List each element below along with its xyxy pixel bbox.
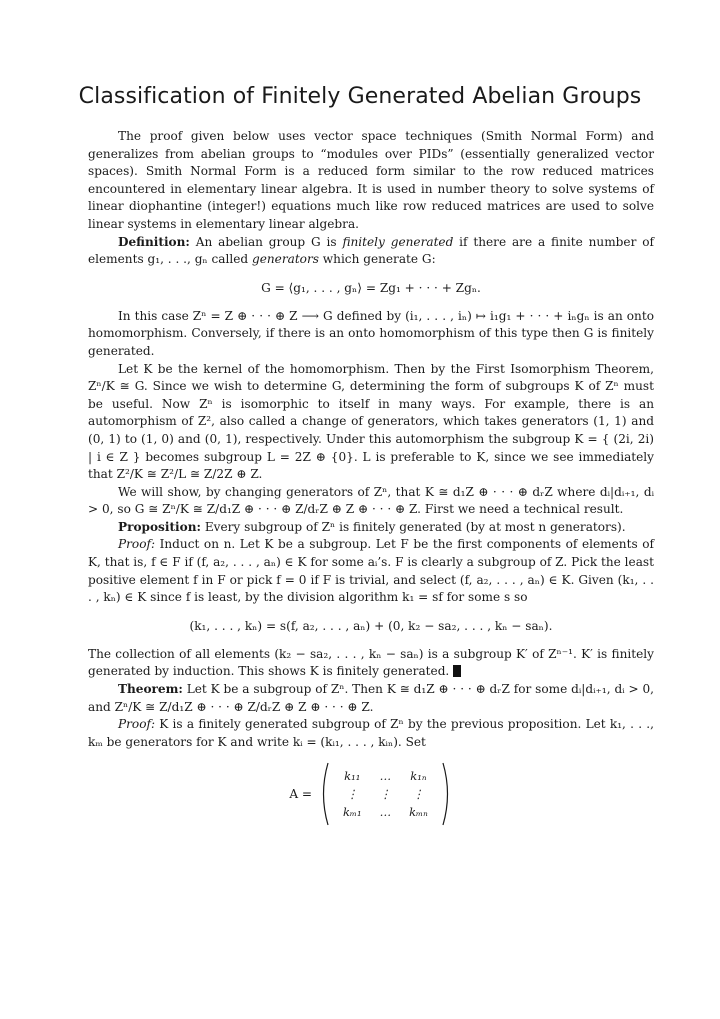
matrix-row xyxy=(334,803,437,821)
theorem-proof-label: Proof: xyxy=(118,717,156,732)
theorem-label: Theorem: xyxy=(118,682,183,697)
proposition-proof-text: Induct on n. Let K be a subgroup. Let F be the first components of elements of K, that is, f ∈ F if (f, a₂, . . . , aₙ) ∈ K for some aᵢ’s. F is clearly a subgroup of Z. Pick the least positive element f in F or pick f = 0 if F is trivial, and select (f, a₂, . . . , aₙ) ∈ K. Given (k₁, . . . , kₙ) ∈ K since f is least, by the division algorithm k₁ = sf for some s so xyxy=(88,537,654,605)
left-paren-icon xyxy=(318,761,330,827)
theorem-text: Let K be a subgroup of Zⁿ. Then K ≅ d₁Z ⊕ · · · ⊕ dᵣZ for some dᵢ|dᵢ₊₁, dᵢ > 0, and Zⁿ/K ≅ Z/d₁Z ⊕ · · · ⊕ Z/dᵣZ ⊕ Z ⊕ · · · ⊕ Z. xyxy=(88,682,654,714)
matrix-row xyxy=(334,785,437,803)
kernel-paragraph: Let K be the kernel of the homomorphism. Then by the First Isomorphism Theorem, Zⁿ/K ≅ G. Since we wish to determine G, determining the form of subgroups K of Zⁿ must be useful. Now Zⁿ is isomorphic to itself in many ways. For example, there is an automorphism of Z², also called a change of generators, which takes generators (1, 1) and (0, 1) to (1, 0) and (0, 1), respectively. Under this automorphism the subgroup K = { (2i, 2i) | i ∈ Z } becomes subgroup L = 2Z ⊕ {0}. L is preferable to K, since we see immediately that Z²/K ≅ Z²/L ≅ Z/2Z ⊕ Z. xyxy=(88,361,654,482)
definition-text-c: which generate G: xyxy=(318,252,436,267)
matrix-cell: ⋮ xyxy=(412,787,425,802)
definition-label: Definition: xyxy=(118,234,190,249)
definition-paragraph xyxy=(88,234,654,269)
intro-paragraph: The proof given below uses vector space techniques (Smith Normal Form) and generalizes from abelian groups to “modules over PIDs” (essentially generalized vector spaces). Smith Normal Form is a reduced form similar to the row reduced matrices encountered in elementary linear algebra. It is used in number theory to solve systems of linear diophantine (integer!) equations much like row reduced matrices are used to solve linear systems in elementary linear algebra. xyxy=(88,129,654,231)
matrix-cell: k₁ₙ xyxy=(410,769,427,784)
proof-display-equation: (k₁, . . . , kₙ) = s(f, a₂, . . . , aₙ) + (0, k₂ − sa₂, . . . , kₙ − saₙ). xyxy=(189,618,553,633)
definition-term-finitely-generated: finitely generated xyxy=(342,234,454,249)
matrix-cell: … xyxy=(379,805,392,820)
matrix-table xyxy=(334,767,437,821)
matrix-cell: k₁₁ xyxy=(344,769,361,784)
proposition-proof-paragraph xyxy=(88,536,654,606)
definition-term-generators: generators xyxy=(251,252,319,267)
matrix-lhs: A = xyxy=(289,787,313,802)
matrix-A xyxy=(318,761,453,827)
proposition-paragraph xyxy=(88,519,654,537)
theorem-paragraph xyxy=(88,681,654,716)
matrix-cell: kₘₙ xyxy=(409,805,428,820)
proof-label: Proof: xyxy=(118,537,156,552)
matrix-row xyxy=(334,767,437,785)
proof-conclusion-paragraph xyxy=(88,646,654,681)
matrix-cell: ⋮ xyxy=(346,787,358,802)
homomorphism-paragraph: In this case Zⁿ = Z ⊕ · · · ⊕ Z ⟶ G defined by (i₁, . . . , iₙ) ↦ i₁g₁ + · · · + iₙgₙ is an onto homomorphism. Conversely, if there is an onto homomorphism of this type then G is finitely generated. xyxy=(88,308,654,358)
page-title: Classification of Finitely Generated Abelian Groups xyxy=(78,84,642,109)
qed-symbol xyxy=(453,665,461,677)
theorem-proof-paragraph xyxy=(88,716,654,751)
matrix-display xyxy=(88,761,654,827)
paper-body xyxy=(88,128,654,827)
right-paren-icon xyxy=(441,761,453,827)
proposition-label: Proposition: xyxy=(118,519,201,534)
definition-text-a: An abelian group G is xyxy=(189,234,343,249)
proposition-text: Every subgroup of Zⁿ is finitely generated (by at most n generators). xyxy=(200,519,626,534)
matrix-cell: … xyxy=(379,769,392,784)
plan-paragraph: We will show, by changing generators of Zⁿ, that K ≅ d₁Z ⊕ · · · ⊕ dᵣZ where dᵢ|dᵢ₊₁, dᵢ > 0, so G ≅ Zⁿ/K ≅ Z/d₁Z ⊕ · · · ⊕ Z/dᵣZ ⊕ Z ⊕ · · · ⊕ Z. First we need a technical result. xyxy=(88,484,654,517)
matrix-cell: kₘ₁ xyxy=(342,805,362,820)
definition-display-equation: G = ⟨g₁, . . . , gₙ⟩ = Zg₁ + · · · + Zgₙ. xyxy=(261,280,481,295)
theorem-proof-text: K is a finitely generated subgroup of Zⁿ by the previous proposition. Let k₁, . . ., kₘ be generators for K and write kᵢ = (kᵢ₁, . . . , kᵢₙ). Set xyxy=(88,717,654,749)
definition-text-b: if there are a finite number of elements g₁, . . ., gₙ called xyxy=(88,234,654,267)
proof-conclusion-text: The collection of all elements (k₂ − sa₂, . . . , kₙ − saₙ) is a subgroup K′ of Zⁿ⁻¹. K′ is finitely generated by induction. This shows K is finitely generated. xyxy=(88,646,654,679)
matrix-cell: ⋮ xyxy=(379,787,392,802)
